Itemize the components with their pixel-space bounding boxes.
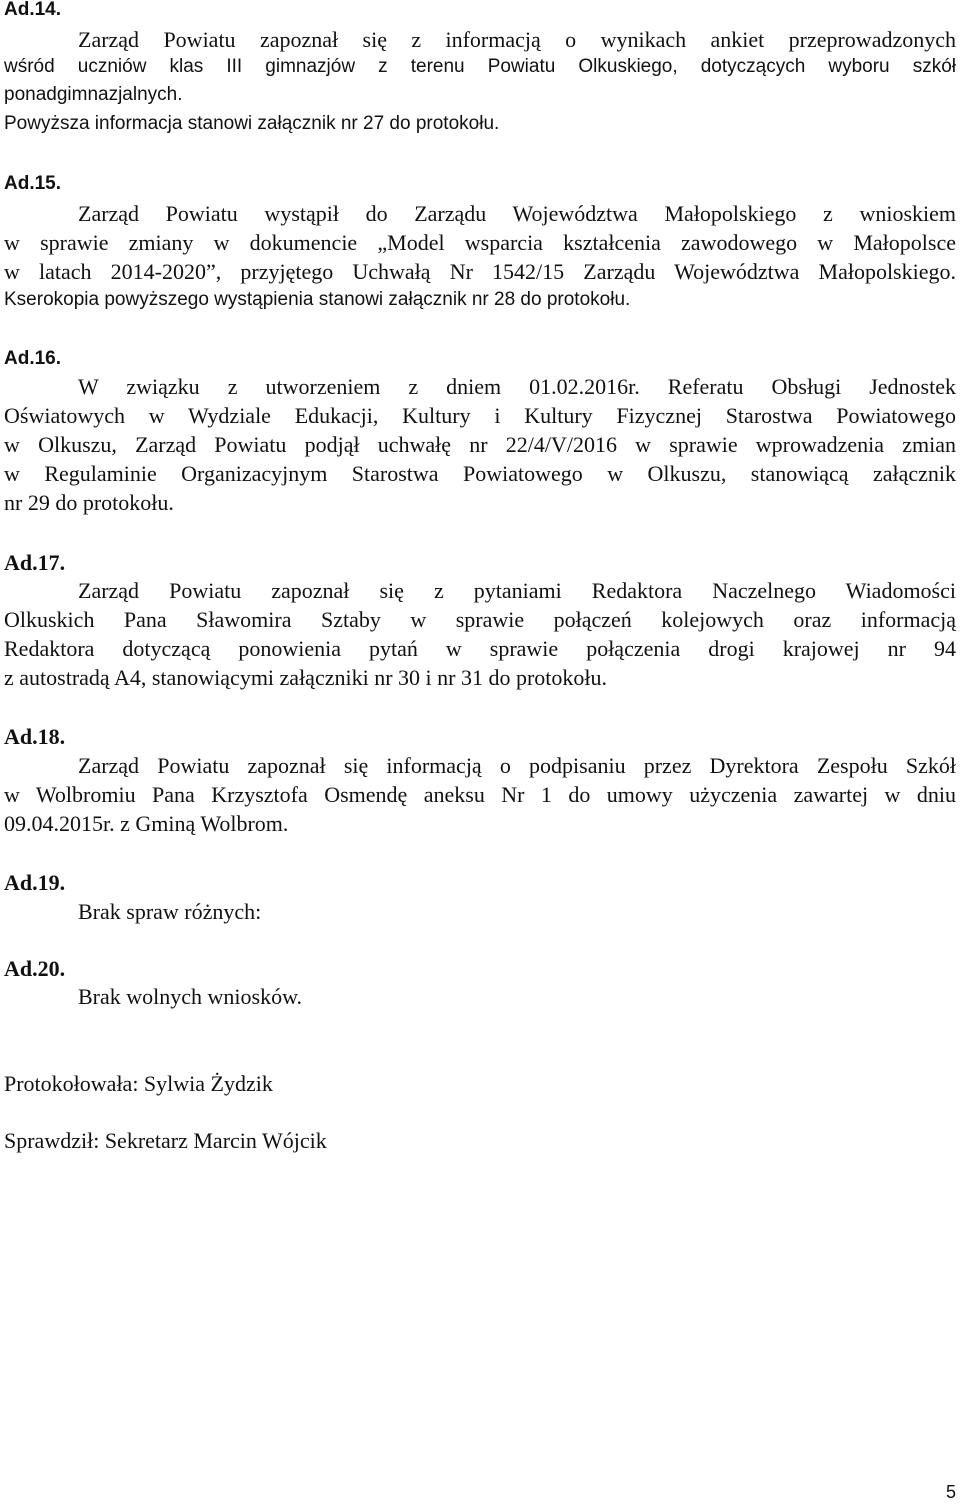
paragraph-line: Powyższa informacja stanowi załącznik nr 27 do protokołu.: [4, 113, 500, 134]
paragraph-line: Zarząd Powiatu zapoznał się informacją o podpisaniu przez Dyrektora Zespołu Szkół: [78, 753, 956, 778]
paragraph-line: Zarząd Powiatu zapoznał się z informacją o wynikach ankiet przeprowadzonych: [78, 27, 956, 52]
recorded-by: Protokołowała: Sylwia Żydzik: [4, 1071, 273, 1096]
paragraph-line: z autostradą A4, stanowiącymi załączniki nr 30 i nr 31 do protokołu.: [4, 665, 608, 690]
paragraph-line: Olkuskich Pana Sławomira Sztaby w sprawie połączeń kolejowych oraz informacją: [4, 607, 956, 632]
paragraph-line: Kserokopia powyższego wystąpienia stanowi załącznik nr 28 do protokołu.: [4, 289, 631, 310]
section-heading-ad18: Ad.18.: [4, 724, 66, 749]
paragraph-line: Redaktora dotyczącą ponowienia pytań w sprawie połączenia drogi krajowej nr 94: [4, 636, 956, 661]
paragraph-line: 09.04.2015r. z Gminą Wolbrom.: [4, 811, 289, 836]
checked-by: Sprawdził: Sekretarz Marcin Wójcik: [4, 1128, 327, 1153]
page-number: 5: [945, 1482, 956, 1502]
section-heading-ad20: Ad.20.: [4, 956, 66, 981]
paragraph-line: wśród uczniów klas III gimnazjów z terenu Powiatu Olkuskiego, dotyczących wyboru szkół: [4, 56, 956, 77]
paragraph-line: ponadgimnazjalnych.: [4, 84, 183, 105]
section-heading-ad19: Ad.19.: [4, 870, 66, 895]
paragraph-line: w Wolbromiu Pana Krzysztofa Osmendę aneksu Nr 1 do umowy użyczenia zawartej w dniu: [4, 782, 956, 807]
paragraph-line: Zarząd Powiatu wystąpił do Zarządu Województwa Małopolskiego z wnioskiem: [78, 201, 956, 226]
paragraph-line: w Olkuszu, Zarząd Powiatu podjął uchwałę nr 22/4/V/2016 w sprawie wprowadzenia zmian: [4, 432, 956, 457]
paragraph-line: W związku z utworzeniem z dniem 01.02.2016r. Referatu Obsługi Jednostek: [78, 374, 956, 399]
paragraph-line: w sprawie zmiany w dokumencie „Model wsparcia kształcenia zawodowego w Małopolsce: [4, 230, 956, 255]
paragraph-line: Brak spraw różnych:: [78, 899, 262, 924]
paragraph-line: w Regulaminie Organizacyjnym Starostwa Powiatowego w Olkuszu, stanowiącą załącznik: [4, 461, 956, 486]
paragraph-line: nr 29 do protokołu.: [4, 490, 174, 515]
paragraph-line: Zarząd Powiatu zapoznał się z pytaniami Redaktora Naczelnego Wiadomości: [78, 578, 956, 603]
paragraph-line: Oświatowych w Wydziale Edukacji, Kultury i Kultury Fizycznej Starostwa Powiatowego: [4, 403, 956, 428]
paragraph-line: w latach 2014-2020”, przyjętego Uchwałą Nr 1542/15 Zarządu Województwa Małopolskiego.: [4, 259, 956, 284]
section-heading-ad15: Ad.15.: [4, 173, 62, 194]
section-heading-ad17: Ad.17.: [4, 550, 66, 575]
section-heading-ad16: Ad.16.: [4, 348, 62, 369]
paragraph-line: Brak wolnych wniosków.: [78, 984, 303, 1009]
section-heading-ad14: Ad.14.: [4, 0, 62, 20]
